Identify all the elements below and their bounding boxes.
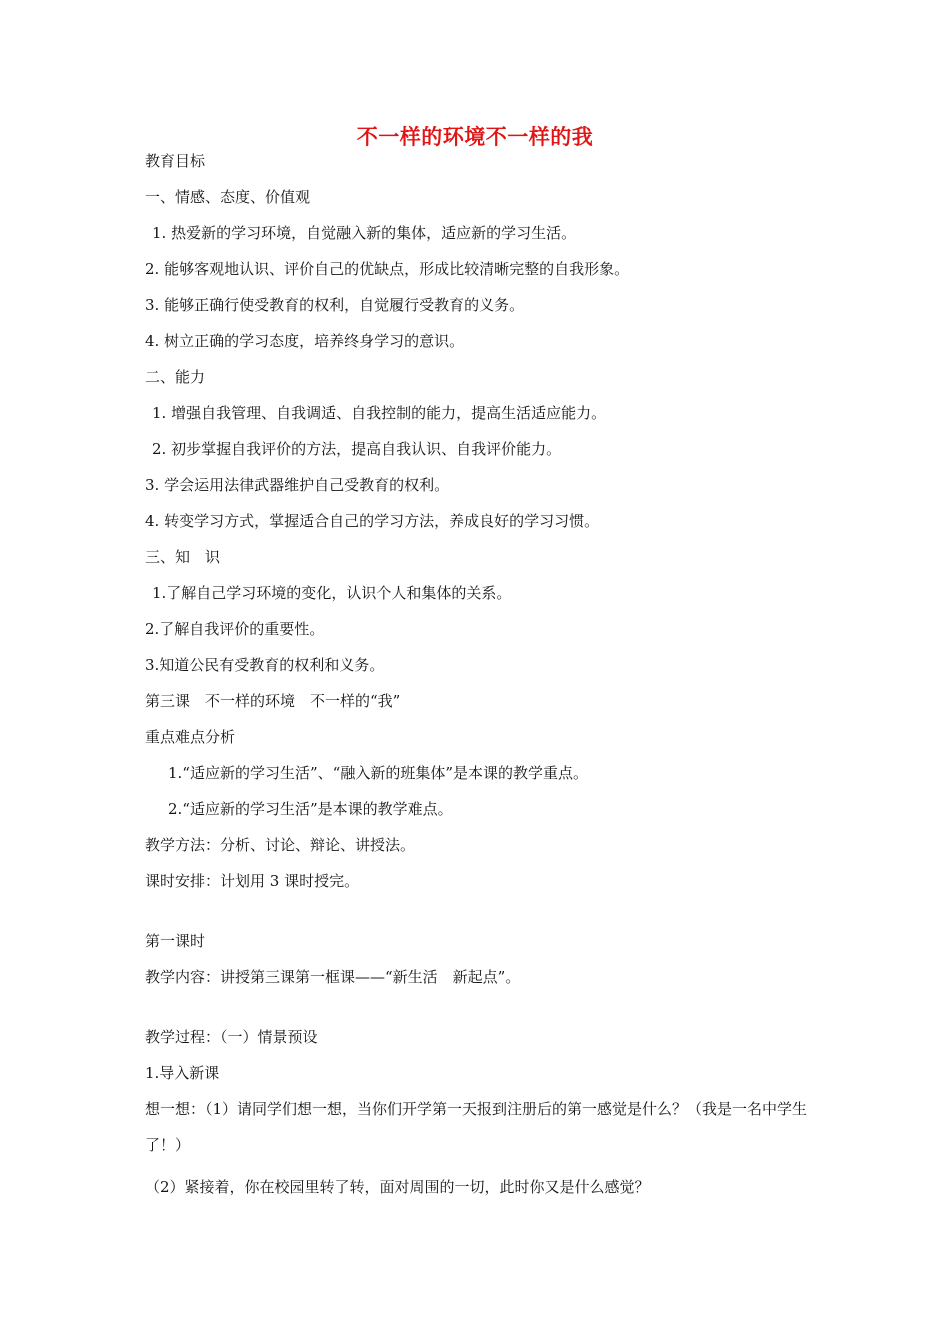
intro-heading: 1.导入新课 — [145, 1064, 220, 1082]
list-item: 2.了解自我评价的重要性。 — [145, 620, 325, 638]
document-title: 不一样的环境不一样的我 — [356, 125, 594, 149]
first-period-heading: 第一课时 — [145, 932, 206, 950]
list-item: 4. 转变学习方式，掌握适合自己的学习方法，养成良好的学习习惯。 — [145, 512, 600, 530]
list-item: 2.“适应新的学习生活”是本课的教学难点。 — [168, 800, 453, 818]
question-paragraph: （2）紧接着，你在校园里转了转，面对周围的一切，此时你又是什么感觉？ — [145, 1178, 650, 1196]
list-item: 4. 树立正确的学习态度，培养终身学习的意识。 — [145, 332, 465, 350]
teaching-content: 教学内容：讲授第三课第一框课——“新生活 新起点”。 — [145, 968, 521, 986]
list-item: 1. 热爱新的学习环境，自觉融入新的集体，适应新的学习生活。 — [152, 224, 577, 242]
list-item: 3. 学会运用法律武器维护自己受教育的权利。 — [145, 476, 450, 494]
schedule: 课时安排：计划用 3 课时授完。 — [145, 872, 360, 890]
teaching-methods: 教学方法：分析、讨论、辩论、讲授法。 — [145, 836, 416, 854]
heading-section-2: 二、能力 — [145, 368, 206, 386]
heading-key-points: 重点难点分析 — [145, 728, 236, 746]
heading-section-1: 一、情感、态度、价值观 — [145, 188, 311, 206]
lesson-title: 第三课 不一样的环境 不一样的“我” — [145, 692, 401, 710]
list-item: 1.“适应新的学习生活”、“融入新的班集体”是本课的教学重点。 — [168, 764, 588, 782]
list-item: 2. 初步掌握自我评价的方法，提高自我认识、自我评价能力。 — [152, 440, 562, 458]
heading-education-goals: 教育目标 — [145, 152, 206, 170]
list-item: 1. 增强自我管理、自我调适、自我控制的能力，提高生活适应能力。 — [152, 404, 607, 422]
teaching-process: 教学过程：（一）情景预设 — [145, 1028, 318, 1046]
list-item: 3. 能够正确行使受教育的权利，自觉履行受教育的义务。 — [145, 296, 525, 314]
list-item: 2. 能够客观地认识、评价自己的优缺点，形成比较清晰完整的自我形象。 — [145, 260, 630, 278]
heading-section-3: 三、知 识 — [145, 548, 221, 566]
list-item: 3.知道公民有受教育的权利和义务。 — [145, 656, 385, 674]
question-paragraph: 想一想：（1）请同学们想一想，当你们开学第一天报到注册后的第一感觉是什么？（我是一名中学生了！） — [145, 1100, 808, 1154]
list-item: 1.了解自己学习环境的变化，认识个人和集体的关系。 — [152, 584, 512, 602]
